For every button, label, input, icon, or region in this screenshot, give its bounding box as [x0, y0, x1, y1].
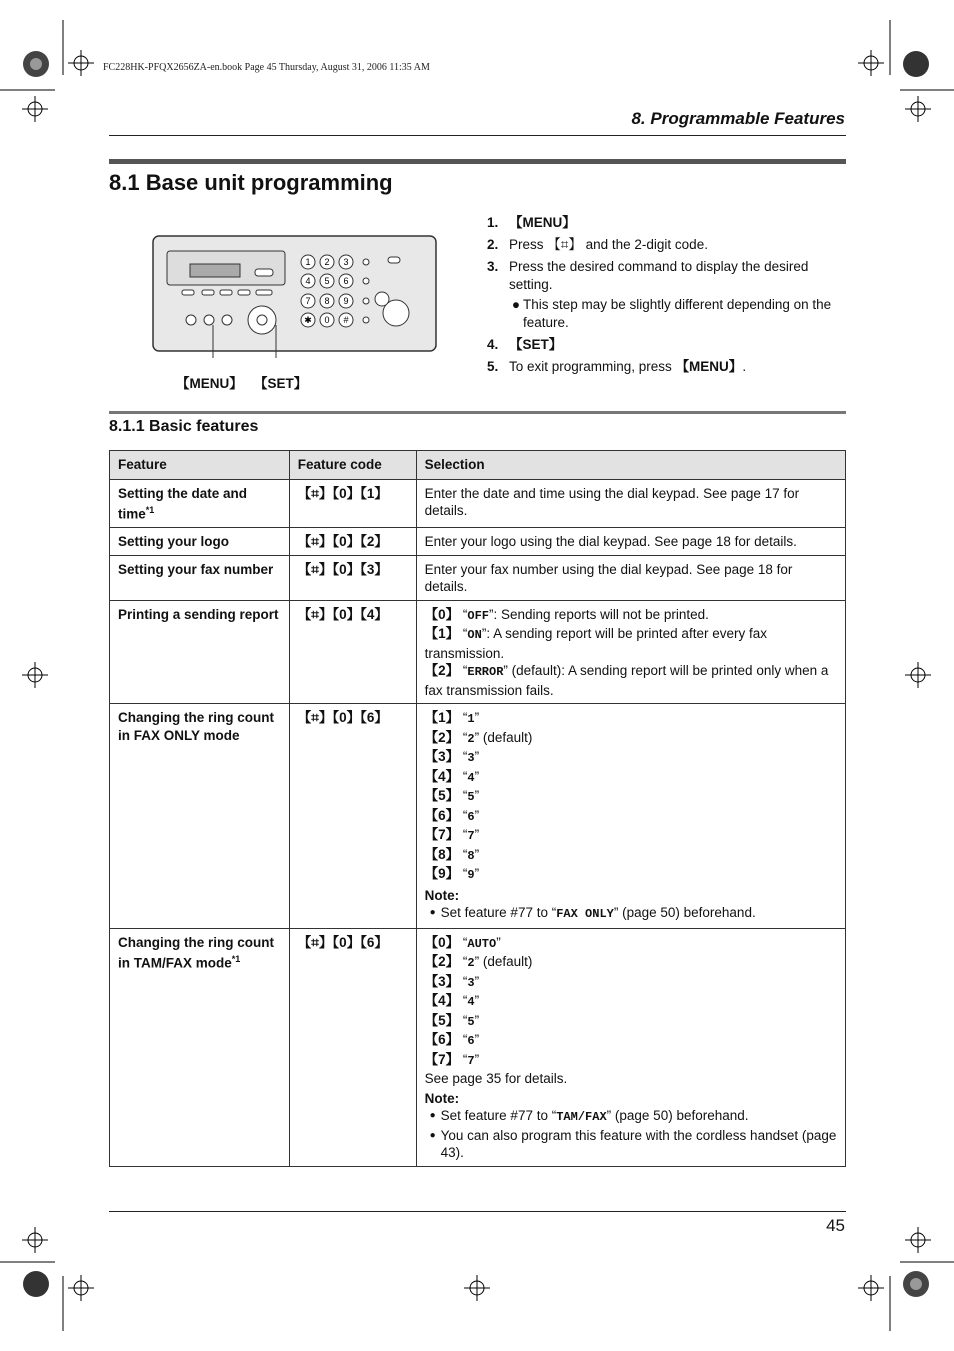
note-text-part: (page 50) beforehand.: [611, 1108, 749, 1123]
option-key: 【1】: [424, 626, 460, 641]
note-text-part: You can also program this feature with the cordless handset (page 43).: [440, 1127, 837, 1160]
menu-label: 【MENU】: [176, 376, 243, 391]
option-value: 6: [467, 809, 475, 824]
table-row: [110, 704, 846, 929]
footer-rule: [109, 1211, 846, 1212]
subsection-title: 8.1.1 Basic features: [109, 418, 259, 435]
step-text-part: To exit programming, press: [509, 359, 676, 374]
table-row: [110, 555, 846, 600]
feature-name: Changing the ring count in TAM/FAX mode: [118, 934, 274, 971]
footnote-marker: *1: [145, 505, 155, 515]
feature-cell: [110, 704, 290, 929]
note-text-part: (page 50) beforehand.: [618, 905, 756, 920]
selection-option: 【3】 “3”: [424, 973, 480, 990]
device-key: 7: [305, 296, 311, 306]
selection-option: 【5】 “5”: [424, 1012, 480, 1029]
option-key: 【9】: [424, 866, 460, 881]
table-row: [110, 928, 846, 1166]
basic-features-table: [109, 450, 846, 1167]
table-row: [110, 528, 846, 556]
step-text: 【MENU】: [509, 215, 576, 230]
device-key: 9: [343, 296, 349, 306]
selection-option: 【1】 “1”: [424, 710, 480, 726]
selection-option: 【9】 “9”: [424, 866, 480, 882]
selection-option: 【2】 “2” (default): [424, 729, 533, 746]
feature-code-cell: 【⌗】【0】【6】: [289, 704, 416, 929]
selection-option: 【4】 “4”: [424, 993, 480, 1009]
column-header: Feature: [110, 451, 290, 480]
option-key: 【2】: [424, 663, 460, 678]
feature-code-cell: 【⌗】【0】【3】: [289, 555, 416, 600]
option-key: 【4】: [424, 993, 460, 1008]
bullet-icon: ●: [429, 1129, 436, 1141]
step-note: [509, 296, 847, 332]
option-value: OFF: [467, 608, 490, 623]
table-row: [110, 600, 846, 704]
option-key: 【6】: [424, 1032, 460, 1047]
device-key: #: [343, 315, 349, 325]
option-key: 【7】: [424, 827, 460, 842]
note-label: Note:: [424, 1090, 460, 1106]
option-key: 【8】: [424, 846, 460, 862]
step: [487, 258, 847, 332]
option-value: 5: [467, 790, 475, 804]
option-key: 【0】: [424, 934, 460, 950]
feature-name: Setting the date and time: [118, 485, 248, 522]
step-number: 2.: [487, 237, 499, 252]
section-header: 8. Programmable Features: [631, 109, 845, 128]
option-value: 7: [467, 1053, 475, 1068]
selection-option: 【2】 “ERROR” (default): A sending report will be printed only when a fax transmission fails.: [424, 663, 829, 698]
option-desc: (default): A sending report will be printed only when a fax transmission fails.: [424, 663, 829, 698]
note-text: Set feature #77 to “TAM/FAX” (page 50) beforehand.: [440, 1108, 749, 1124]
selection-text: Enter your fax number using the dial keypad. See page 18 for details.: [424, 561, 793, 594]
selection-option: 【5】 “5”: [424, 788, 480, 804]
option-value: 4: [467, 995, 475, 1009]
feature-cell: [110, 600, 290, 704]
footnote-marker: *1: [231, 954, 241, 964]
step-number: 4.: [487, 337, 499, 352]
option-value: 6: [467, 1034, 475, 1048]
feature-name: Setting your logo: [118, 534, 229, 549]
header-rule: [109, 135, 846, 136]
step-number: 1.: [487, 215, 499, 230]
note-item: [425, 904, 837, 924]
selection-option: 【7】 “7”: [424, 827, 480, 843]
step-number: 5.: [487, 359, 499, 374]
bullet-icon: ●: [429, 1110, 436, 1121]
option-desc: (default): [479, 729, 533, 745]
feature-cell: [110, 479, 290, 528]
step: [487, 358, 847, 376]
page-number: 45: [826, 1216, 845, 1235]
set-label: 【SET】: [254, 376, 308, 391]
option-value: 4: [467, 770, 475, 785]
device-key: 3: [343, 257, 349, 267]
table-header-row: [110, 451, 846, 480]
device-key: 6: [343, 276, 349, 286]
step: [487, 336, 847, 354]
note-setting: FAX ONLY: [556, 907, 614, 921]
device-key: 1: [305, 257, 311, 267]
step-text: Press the desired command to display the desired setting.: [509, 259, 809, 292]
bullet-icon: ●: [429, 907, 436, 918]
selection-option: 【1】 “ON”: A sending report will be printed after every fax transmission.: [424, 626, 767, 661]
file-info: FC228HK-PFQX2656ZA-en.book Page 45 Thursday, August 31, 2006 11:35 AM: [103, 62, 430, 73]
option-value: AUTO: [467, 936, 497, 951]
note-setting: TAM/FAX: [556, 1110, 607, 1124]
selection-cell: [416, 479, 845, 528]
programming-steps: [487, 214, 847, 380]
option-key: 【6】: [424, 807, 460, 823]
feature-code-cell: 【⌗】【0】【2】: [289, 528, 416, 556]
option-value: 1: [467, 712, 475, 726]
step-note-text: This step may be slightly different depending on the feature.: [523, 297, 832, 330]
option-key: 【7】: [424, 1051, 460, 1067]
feature-code-cell: 【⌗】【0】【6】: [289, 928, 416, 1166]
option-key: 【4】: [424, 768, 460, 784]
base-unit-illustration: [150, 233, 440, 358]
step-text: [509, 358, 746, 376]
option-desc: : A sending report will be printed after every fax transmission.: [424, 626, 767, 661]
option-key: 【3】: [424, 973, 460, 989]
note-item: [425, 1107, 837, 1127]
selection-option: 【8】 “8”: [424, 846, 480, 863]
note-text-part: Set feature #77 to: [440, 905, 552, 920]
feature-cell: [110, 928, 290, 1166]
note-text: Set feature #77 to “FAX ONLY” (page 50) beforehand.: [440, 905, 756, 921]
step-number: 3.: [487, 259, 499, 274]
option-key: 【5】: [424, 788, 460, 803]
note-item: [425, 1127, 837, 1162]
step: [487, 236, 847, 254]
option-value: ON: [467, 628, 482, 642]
device-key: 0: [324, 315, 330, 325]
selection-text: Enter the date and time using the dial keypad. See page 17 for details.: [424, 485, 800, 518]
device-key: 2: [324, 257, 330, 267]
feature-name: Printing a sending report: [118, 606, 279, 622]
option-value: 3: [467, 975, 475, 990]
step-text-part: .: [742, 359, 747, 374]
feature-code-cell: 【⌗】【0】【1】: [289, 479, 416, 528]
option-value: 5: [467, 1014, 475, 1029]
option-key: 【3】: [424, 749, 460, 764]
feature-name: Setting your fax number: [118, 561, 274, 577]
column-header: Selection: [416, 451, 845, 480]
option-key: 【2】: [424, 729, 460, 745]
selection-text: Enter your logo using the dial keypad. See page 18 for details.: [424, 534, 797, 549]
table-row: [110, 479, 846, 528]
title-rule: [109, 159, 846, 164]
option-desc: (default): [479, 954, 533, 969]
feature-code-cell: 【⌗】【0】【4】: [289, 600, 416, 704]
step-text: 【SET】: [509, 337, 563, 352]
option-value: 7: [467, 829, 475, 843]
note-text-part: Set feature #77 to: [440, 1108, 552, 1123]
selection-option: 【7】 “7”: [424, 1051, 480, 1068]
option-key: 【5】: [424, 1012, 460, 1028]
option-value: ERROR: [467, 665, 504, 679]
option-value: 8: [467, 848, 475, 863]
page-title: 8.1 Base unit programming: [109, 170, 393, 195]
device-key: ✱: [304, 315, 312, 325]
option-key: 【2】: [424, 954, 460, 969]
option-value: 2: [467, 731, 475, 746]
selection-option: 【2】 “2” (default): [424, 954, 533, 970]
selection-cell: [416, 704, 845, 929]
selection-text: See page 35 for details.: [424, 1071, 568, 1086]
selection-cell: [416, 555, 845, 600]
selection-option: 【6】 “6”: [424, 807, 480, 824]
selection-option: 【3】 “3”: [424, 749, 480, 765]
menu-key: 【MENU】: [675, 359, 743, 374]
feature-name: Changing the ring count in FAX ONLY mode: [118, 710, 274, 743]
feature-cell: [110, 555, 290, 600]
note-label: Note:: [424, 887, 460, 903]
column-header: Feature code: [289, 451, 416, 480]
selection-cell: [416, 600, 845, 704]
selection-option: 【4】 “4”: [424, 768, 480, 785]
subsection-rule: [109, 411, 846, 414]
device-key: 5: [324, 276, 330, 286]
option-key: 【1】: [424, 710, 460, 725]
option-value: 2: [467, 956, 475, 970]
device-key: 8: [324, 296, 330, 306]
option-value: 9: [467, 868, 475, 882]
bullet-icon: ●: [511, 297, 521, 312]
feature-cell: [110, 528, 290, 556]
selection-option: 【0】 “OFF”: Sending reports will not be printed.: [424, 606, 709, 623]
step: [487, 214, 847, 232]
selection-option: 【6】 “6”: [424, 1032, 480, 1048]
selection-cell: [416, 528, 845, 556]
step-text: Press 【⌗】 and the 2-digit code.: [509, 237, 708, 252]
selection-cell: [416, 928, 845, 1166]
note-text: [441, 1127, 837, 1162]
option-key: 【0】: [424, 606, 460, 622]
device-key: 4: [305, 276, 311, 286]
option-value: 3: [467, 751, 475, 765]
option-desc: : Sending reports will not be printed.: [493, 606, 709, 622]
selection-option: 【0】 “AUTO”: [424, 934, 501, 951]
